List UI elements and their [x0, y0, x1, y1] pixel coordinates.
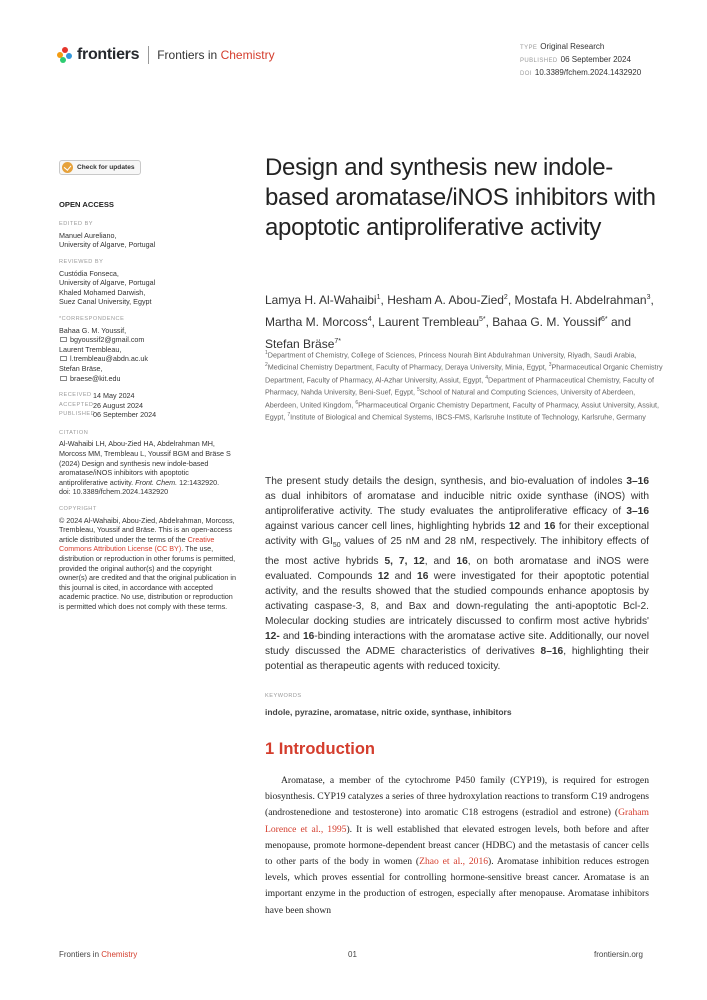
compound-ref: 16 — [302, 630, 315, 642]
author-sup: 7* — [334, 338, 341, 345]
affiliations — [265, 348, 665, 422]
reviewer-name: Khaled Mohamed Darwish, — [59, 287, 146, 297]
compound-ref: 3–16 — [626, 506, 649, 518]
article-type: Original Research — [540, 42, 605, 51]
corr-name: Bahaa G. M. Youssif, — [59, 325, 127, 335]
footer-journal: Frontiers in Chemistry — [59, 950, 138, 959]
footer-site-link[interactable]: frontiersin.org — [594, 950, 643, 959]
author-name[interactable]: Lamya H. Al-Wahaibi — [265, 293, 377, 307]
page-number: 01 — [348, 950, 357, 959]
affiliation-sup: 6 — [355, 399, 359, 406]
citation: Al-Wahaibi LH, Abou-Zied HA, Abdelrahman MH, Morcoss MM, Trembleau L, Youssif BGM and Bräse S (2024) Design and synthesis new indole-based aromatase/iNOS inhibitors with apoptotic antiproliferative activity. Front. Chem. 12:1432920. doi: 10.3389/fchem.2024.1432920 — [59, 439, 231, 497]
correspondence-label: *CORRESPONDENCE — [59, 315, 125, 322]
citation-link[interactable]: Graham Lorence et al., 1995 — [265, 807, 649, 835]
editor-name: Manuel Aureliano, — [59, 230, 117, 240]
reviewer-affiliation: University of Algarve, Portugal — [59, 278, 156, 288]
keywords: indole, pyrazine, aromatase, nitric oxide, synthase, inhibitors — [265, 707, 512, 717]
author-name[interactable]: Hesham A. Abou-Zied — [387, 293, 504, 307]
compound-ref: 8–16 — [540, 646, 564, 658]
affiliation: Medicinal Chemistry Department, Faculty of Pharmacy, Deraya University, Minia, Egypt, — [267, 362, 549, 372]
author-name[interactable]: Laurent Trembleau — [378, 315, 479, 329]
compound-ref: 16 — [544, 521, 556, 533]
author-list: Lamya H. Al-Wahaibi$^1$, Hesham A. Abou-Zied$^2$, Mostafa H. Abdelrahman$^3$, Martha M. Morcoss$^4$, Laurent Trembleau$^{5*}$, Bahaa G. M. Youssif$^{6*}$ and Stefan Bräse$^{7*}$ — [265, 293, 654, 351]
email-icon — [60, 337, 67, 342]
check-for-updates-button[interactable]: Check for updates — [59, 160, 141, 175]
cc-by-link[interactable]: Creative Commons Attribution License (CC BY) — [59, 534, 215, 554]
compound-ref: 12 — [508, 521, 521, 533]
copyright-label: COPYRIGHT — [59, 506, 97, 513]
compound-ref: 5, 7, 12 — [384, 555, 425, 567]
journal-title[interactable]: Frontiers in Chemistry — [157, 48, 275, 62]
edited-by-label: EDITED BY — [59, 221, 94, 228]
compound-ref: 12 — [377, 570, 390, 582]
affiliation: Institute of Biological and Chemical Systems, IBCS-FMS, Karlsruhe Institute of Technology, Karlsruhe, Germany — [290, 412, 646, 422]
compound-ref: 16 — [417, 570, 429, 582]
corr-email[interactable]: bgyoussif2@gmail.com — [70, 335, 145, 345]
corr-email[interactable]: l.trembleau@abdn.ac.uk — [70, 354, 149, 364]
affiliation-sup: 3 — [548, 362, 552, 369]
intro-paragraph: Aromatase, a member of the cytochrome P450 family (CYP19), is required for estrogen biosynthesis. CYP19 catalyzes a series of three hydroxylation reactions to transform C19 androgens (androstenedione and testosterone) into aromatic C18 estrogens (estradiol and estrone) (Graham Lorence et al., 1995). It is well established that elevated estrogen levels, both before and after menopause, promote hormone-dependent breast cancer (HDBC) and the metastasis of cancer cells to other parts of the body in women (Zhao et al., 2016). Aromatase inhibition reduces estrogen levels, which proves essential for controlling hormone-sensitive breast cancer. Aromatase is an important enzyme in the production of estrogen, especially after menopause. Aromatase inhibitors have been shown — [265, 775, 649, 916]
reviewer-affiliation: Suez Canal University, Egypt — [59, 297, 152, 307]
affiliation-sup: 4 — [485, 374, 489, 381]
affiliation: Pharmaceutical Organic Chemistry Department, Faculty of Pharmacy, Al-Azhar University, Assiut, Egypt, — [265, 362, 663, 385]
author-name[interactable]: Bahaa G. M. Youssif — [492, 315, 602, 329]
keywords-label: KEYWORDS — [265, 693, 302, 699]
article-meta: TYPE Original Research PUBLISHED 06 September 2024 DOI 10.3389/fchem.2024.1432920 — [520, 42, 642, 77]
brand-name: frontiers — [77, 46, 140, 63]
author-sup: 4 — [367, 316, 372, 323]
check-icon — [62, 162, 73, 173]
author-sup: 3 — [646, 294, 651, 301]
affiliation: Pharmaceutical Organic Chemistry Department, Faculty of Pharmacy, Assiut University, Assiut, Egypt, — [265, 399, 660, 422]
compound-ref: 16 — [456, 555, 468, 567]
author-name[interactable]: Mostafa H. Abdelrahman — [514, 293, 647, 307]
section-heading: 1 Introduction — [265, 740, 375, 758]
corr-name: Stefan Bräse, — [59, 363, 103, 373]
published-date: 06 September 2024 — [560, 55, 631, 64]
sidebar — [59, 160, 249, 612]
affiliation-sup: 5 — [416, 387, 420, 394]
abstract: The present study details the design, synthesis, and bio-evaluation of indoles 3–16 as dual inhibitors of aromatase and inducible nitric oxide synthase (iNOS) with antiproliferative activity. The study evaluates the antiproliferative efficacy of 3–16 against various cancer cell lines, highlighting hybrids 12 and 16 for their exceptional activity with $GI_{50}$ values of 25 nM and 28 nM, respectively. The inhibitory effects of the most active hybrids 5, 7, 12, and 16, on both aromatase and iNOS were evaluated. Compounds 12 and 16 were investigated for their apoptotic potential activity, and the results showed that the studied compounds enhance apoptosis by activating caspase-3, 8, and Bax and down-regulating the anti-apoptotic Bcl-2. Molecular docking studies are intricately discussed to confirm most active hybrids' 12- and 16-binding interactions with the aromatase active site. Additionally, our novel study discussed the ADME characteristics of derivatives 8–16, highlighting their potential as therapeutic agents with reduced toxicity. — [265, 476, 650, 673]
author-name[interactable]: Martha M. Morcoss — [265, 315, 368, 329]
author-sup: 2 — [503, 294, 508, 301]
compound-ref: 12- — [265, 630, 280, 642]
received-date: 14 May 2024 — [93, 391, 135, 401]
author-sup: 6* — [601, 316, 608, 323]
accepted-date: 26 August 2024 — [93, 400, 143, 410]
email-icon — [60, 376, 67, 381]
affiliation: Department of Chemistry, College of Sciences, Princess Nourah Bint Abdulrahman University, Riyadh, Saudi Arabia, — [267, 350, 637, 360]
reviewer-name: Custódia Fonseca, — [59, 268, 119, 278]
logo-divider — [148, 46, 149, 64]
published-date-side: 06 September 2024 — [93, 410, 157, 420]
article-title: Design and synthesis new indole-based aromatase/iNOS inhibitors with apoptotic antiproliferative activity — [265, 154, 656, 241]
corr-email[interactable]: braese@kit.edu — [70, 373, 121, 383]
compound-ref: 3–16 — [626, 476, 649, 487]
affiliation-sup: 2 — [265, 362, 268, 369]
frontiers-logo-icon — [57, 47, 73, 63]
citation-link[interactable]: Zhao et al., 2016 — [419, 856, 489, 868]
author-sup: 1 — [376, 294, 381, 301]
affiliation: School of Natural and Computing Sciences, University of Aberdeen, Aberdeen, United Kingdom, — [265, 387, 636, 409]
email-icon — [60, 356, 67, 361]
doi[interactable]: 10.3389/fchem.2024.1432920 — [534, 68, 642, 77]
author-name[interactable]: Stefan Bräse — [265, 337, 335, 351]
copyright: © 2024 Al-Wahaibi, Abou-Zied, Abdelrahman, Morcoss, Trembleau, Youssif and Bräse. This is an open-access article distributed under the terms of the Creative Commons Attribution License (CC BY). The use, distribution or reproduction in other forums is permitted, provided the original author(s) and the copyright owner(s) are credited and that the original publication in this journal is cited, in accordance with accepted academic practice. No use, distribution or reproduction is permitted which does not comply with these terms. — [59, 515, 236, 611]
author-sup: 5* — [479, 316, 486, 323]
reviewed-by-label: REVIEWED BY — [59, 258, 104, 265]
affiliation-sup: 1 — [265, 350, 268, 356]
frontiers-logo[interactable] — [57, 45, 275, 65]
editor-affiliation: University of Algarve, Portugal — [59, 240, 156, 250]
history-dates: RECEIVED 14 May 2024 ACCEPTED 26 August 2024 PUBLISHED 06 September 2024 — [59, 391, 249, 420]
affiliation-sup: 7 — [287, 411, 291, 418]
affiliation: Department of Pharmaceutical Chemistry, Faculty of Pharmacy, Nahda University, Beni-Suef, Egypt, — [265, 375, 655, 397]
citation-label: CITATION — [59, 429, 89, 436]
open-access-label: OPEN ACCESS — [59, 199, 114, 209]
corr-name: Laurent Trembleau, — [59, 344, 122, 354]
